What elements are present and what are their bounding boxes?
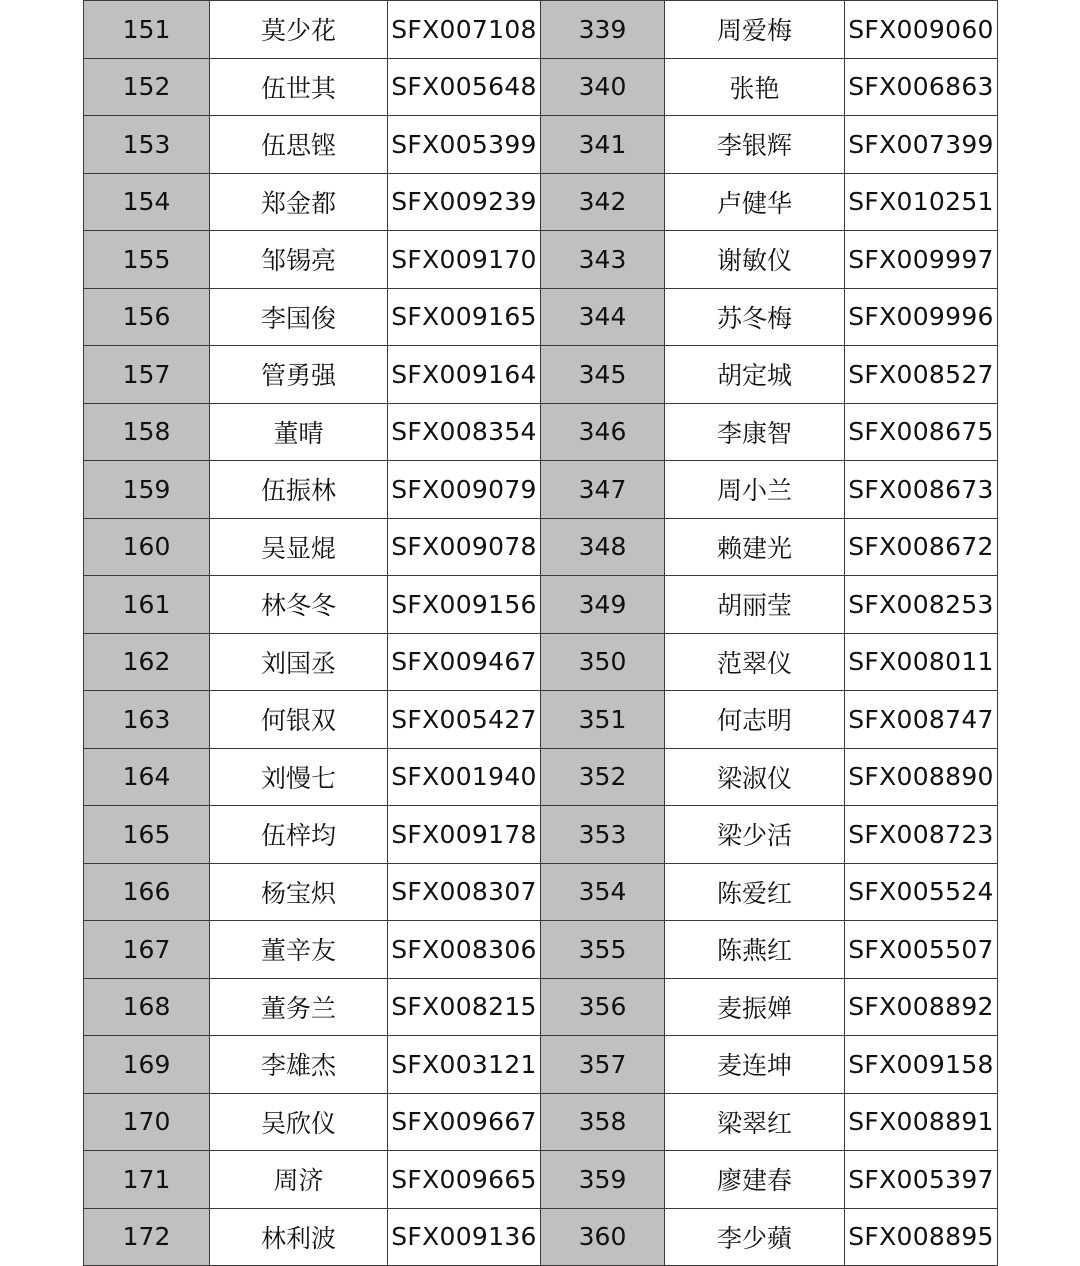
serial-number-cell: 169 xyxy=(84,1036,210,1094)
table-row xyxy=(84,978,998,1036)
serial-number-cell: 346 xyxy=(541,403,665,461)
member-code-cell: SFX009078 xyxy=(388,518,541,576)
table-row xyxy=(84,633,998,691)
serial-number-cell: 357 xyxy=(541,1036,665,1094)
table-row xyxy=(84,691,998,749)
member-code-cell: SFX008747 xyxy=(845,691,998,749)
name-cell: 董晴 xyxy=(210,403,388,461)
table-row xyxy=(84,403,998,461)
member-code-cell: SFX010251 xyxy=(845,173,998,231)
member-code-cell: SFX008890 xyxy=(845,748,998,806)
member-code-cell: SFX008672 xyxy=(845,518,998,576)
serial-number-cell: 152 xyxy=(84,58,210,116)
member-code-cell: SFX009239 xyxy=(388,173,541,231)
member-code-cell: SFX009170 xyxy=(388,231,541,289)
member-code-cell: SFX005524 xyxy=(845,863,998,921)
table-row xyxy=(84,461,998,519)
member-code-cell: SFX009467 xyxy=(388,633,541,691)
member-code-cell: SFX009996 xyxy=(845,288,998,346)
member-code-cell: SFX005427 xyxy=(388,691,541,749)
member-code-cell: SFX009665 xyxy=(388,1151,541,1209)
table-row xyxy=(84,288,998,346)
name-cell: 李银辉 xyxy=(665,116,845,174)
serial-number-cell: 355 xyxy=(541,921,665,979)
member-code-cell: SFX008895 xyxy=(845,1208,998,1266)
table-row xyxy=(84,748,998,806)
serial-number-cell: 172 xyxy=(84,1208,210,1266)
name-cell: 苏冬梅 xyxy=(665,288,845,346)
serial-number-cell: 151 xyxy=(84,1,210,59)
name-cell: 管勇强 xyxy=(210,346,388,404)
table-row xyxy=(84,1208,998,1266)
serial-number-cell: 356 xyxy=(541,978,665,1036)
table-row xyxy=(84,116,998,174)
name-cell: 吴欣仪 xyxy=(210,1093,388,1151)
serial-number-cell: 350 xyxy=(541,633,665,691)
table-row xyxy=(84,518,998,576)
name-cell: 赖建光 xyxy=(665,518,845,576)
serial-number-cell: 347 xyxy=(541,461,665,519)
serial-number-cell: 167 xyxy=(84,921,210,979)
member-code-cell: SFX009060 xyxy=(845,1,998,59)
name-cell: 伍思铿 xyxy=(210,116,388,174)
name-cell: 郑金都 xyxy=(210,173,388,231)
name-cell: 梁淑仪 xyxy=(665,748,845,806)
serial-number-cell: 165 xyxy=(84,806,210,864)
member-code-cell: SFX005648 xyxy=(388,58,541,116)
serial-number-cell: 161 xyxy=(84,576,210,634)
name-cell: 梁翠红 xyxy=(665,1093,845,1151)
name-cell: 杨宝炽 xyxy=(210,863,388,921)
member-code-cell: SFX008891 xyxy=(845,1093,998,1151)
serial-number-cell: 168 xyxy=(84,978,210,1036)
name-cell: 麦振婵 xyxy=(665,978,845,1036)
serial-number-cell: 160 xyxy=(84,518,210,576)
serial-number-cell: 156 xyxy=(84,288,210,346)
serial-number-cell: 162 xyxy=(84,633,210,691)
name-cell: 张艳 xyxy=(665,58,845,116)
table-row xyxy=(84,921,998,979)
name-cell: 董务兰 xyxy=(210,978,388,1036)
serial-number-cell: 171 xyxy=(84,1151,210,1209)
member-code-cell: SFX003121 xyxy=(388,1036,541,1094)
name-cell: 周爱梅 xyxy=(665,1,845,59)
name-cell: 林利波 xyxy=(210,1208,388,1266)
serial-number-cell: 170 xyxy=(84,1093,210,1151)
name-cell: 陈爱红 xyxy=(665,863,845,921)
name-cell: 莫少花 xyxy=(210,1,388,59)
name-cell: 廖建春 xyxy=(665,1151,845,1209)
member-code-cell: SFX005397 xyxy=(845,1151,998,1209)
member-code-cell: SFX005507 xyxy=(845,921,998,979)
serial-number-cell: 343 xyxy=(541,231,665,289)
member-code-cell: SFX007399 xyxy=(845,116,998,174)
serial-number-cell: 354 xyxy=(541,863,665,921)
table-row xyxy=(84,1093,998,1151)
serial-number-cell: 352 xyxy=(541,748,665,806)
member-code-cell: SFX007108 xyxy=(388,1,541,59)
member-code-cell: SFX008215 xyxy=(388,978,541,1036)
serial-number-cell: 358 xyxy=(541,1093,665,1151)
name-cell: 梁少活 xyxy=(665,806,845,864)
serial-number-cell: 166 xyxy=(84,863,210,921)
table-row xyxy=(84,576,998,634)
member-code-cell: SFX008892 xyxy=(845,978,998,1036)
name-cell: 麦连坤 xyxy=(665,1036,845,1094)
member-code-cell: SFX008723 xyxy=(845,806,998,864)
name-cell: 董辛友 xyxy=(210,921,388,979)
table-row xyxy=(84,1036,998,1094)
name-cell: 胡丽莹 xyxy=(665,576,845,634)
member-code-cell: SFX009997 xyxy=(845,231,998,289)
member-code-cell: SFX009165 xyxy=(388,288,541,346)
member-code-cell: SFX009158 xyxy=(845,1036,998,1094)
member-code-cell: SFX008527 xyxy=(845,346,998,404)
table-row xyxy=(84,231,998,289)
member-code-cell: SFX009156 xyxy=(388,576,541,634)
serial-number-cell: 155 xyxy=(84,231,210,289)
name-cell: 范翠仪 xyxy=(665,633,845,691)
name-cell: 卢健华 xyxy=(665,173,845,231)
table-row xyxy=(84,58,998,116)
serial-number-cell: 345 xyxy=(541,346,665,404)
name-cell: 何银双 xyxy=(210,691,388,749)
member-code-cell: SFX008354 xyxy=(388,403,541,461)
serial-number-cell: 348 xyxy=(541,518,665,576)
roster-table xyxy=(83,0,998,1266)
name-cell: 李少蘋 xyxy=(665,1208,845,1266)
serial-number-cell: 158 xyxy=(84,403,210,461)
table-row xyxy=(84,863,998,921)
serial-number-cell: 353 xyxy=(541,806,665,864)
name-cell: 李国俊 xyxy=(210,288,388,346)
member-code-cell: SFX008253 xyxy=(845,576,998,634)
member-code-cell: SFX005399 xyxy=(388,116,541,174)
name-cell: 伍世其 xyxy=(210,58,388,116)
member-code-cell: SFX009164 xyxy=(388,346,541,404)
member-code-cell: SFX001940 xyxy=(388,748,541,806)
name-cell: 刘慢七 xyxy=(210,748,388,806)
name-cell: 李雄杰 xyxy=(210,1036,388,1094)
roster-table-container xyxy=(83,0,997,1266)
name-cell: 李康智 xyxy=(665,403,845,461)
member-code-cell: SFX008675 xyxy=(845,403,998,461)
member-code-cell: SFX009667 xyxy=(388,1093,541,1151)
serial-number-cell: 157 xyxy=(84,346,210,404)
table-row xyxy=(84,806,998,864)
name-cell: 胡定城 xyxy=(665,346,845,404)
member-code-cell: SFX008673 xyxy=(845,461,998,519)
serial-number-cell: 341 xyxy=(541,116,665,174)
name-cell: 周小兰 xyxy=(665,461,845,519)
serial-number-cell: 153 xyxy=(84,116,210,174)
table-row xyxy=(84,173,998,231)
name-cell: 周济 xyxy=(210,1151,388,1209)
table-row xyxy=(84,1151,998,1209)
serial-number-cell: 344 xyxy=(541,288,665,346)
serial-number-cell: 154 xyxy=(84,173,210,231)
name-cell: 刘国丞 xyxy=(210,633,388,691)
table-row xyxy=(84,1,998,59)
serial-number-cell: 349 xyxy=(541,576,665,634)
serial-number-cell: 359 xyxy=(541,1151,665,1209)
member-code-cell: SFX008306 xyxy=(388,921,541,979)
name-cell: 陈燕红 xyxy=(665,921,845,979)
serial-number-cell: 339 xyxy=(541,1,665,59)
member-code-cell: SFX006863 xyxy=(845,58,998,116)
name-cell: 吴显焜 xyxy=(210,518,388,576)
name-cell: 伍振林 xyxy=(210,461,388,519)
member-code-cell: SFX008307 xyxy=(388,863,541,921)
table-row xyxy=(84,346,998,404)
member-code-cell: SFX009079 xyxy=(388,461,541,519)
member-code-cell: SFX008011 xyxy=(845,633,998,691)
name-cell: 林冬冬 xyxy=(210,576,388,634)
name-cell: 伍梓均 xyxy=(210,806,388,864)
serial-number-cell: 163 xyxy=(84,691,210,749)
serial-number-cell: 159 xyxy=(84,461,210,519)
roster-table-body xyxy=(84,1,998,1266)
serial-number-cell: 351 xyxy=(541,691,665,749)
name-cell: 何志明 xyxy=(665,691,845,749)
serial-number-cell: 342 xyxy=(541,173,665,231)
member-code-cell: SFX009136 xyxy=(388,1208,541,1266)
name-cell: 邹锡亮 xyxy=(210,231,388,289)
serial-number-cell: 164 xyxy=(84,748,210,806)
serial-number-cell: 340 xyxy=(541,58,665,116)
serial-number-cell: 360 xyxy=(541,1208,665,1266)
member-code-cell: SFX009178 xyxy=(388,806,541,864)
name-cell: 谢敏仪 xyxy=(665,231,845,289)
